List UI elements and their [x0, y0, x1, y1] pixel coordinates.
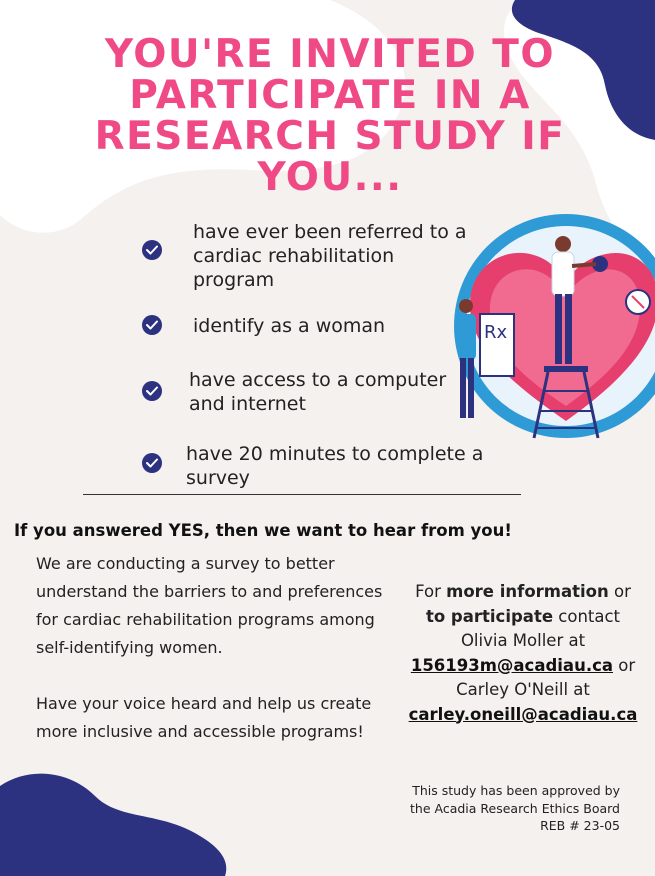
email-link-2[interactable]: carley.oneill@acadiau.ca [408, 704, 638, 724]
check-icon [142, 381, 162, 401]
list-item [0, 366, 470, 446]
contact-or: or [613, 655, 636, 675]
participate-text: to participate [425, 606, 554, 626]
criterion-text: have ever been referred to a cardiac rehabilitation program [193, 221, 467, 291]
svg-text:Rx: Rx [484, 322, 508, 343]
criterion-text: have 20 minutes to complete a survey [186, 443, 484, 489]
check-icon [142, 315, 162, 335]
background-blob-navy [0, 756, 230, 876]
check-icon [142, 240, 162, 260]
contact-person-2: Carley O'Neill at [456, 680, 590, 699]
more-information-text: more information [446, 582, 609, 601]
email-link-1[interactable]: 156193m@acadiau.ca [410, 655, 614, 675]
contact-word: contact [553, 606, 621, 626]
ethics-approval-text: This study has been approved by the Acadia Research Ethics Board REB # 23-05 [410, 783, 620, 833]
criterion-text: identify as a woman [193, 315, 386, 337]
call-to-action-text: Have your voice heard and help us create more inclusive and accessible programs! [36, 694, 372, 741]
contact-person-1: Olivia Moller at [460, 631, 586, 650]
list-item [0, 214, 470, 294]
heart-doctor-illustration [448, 206, 655, 446]
description-text: We are conducting a survey to better understand the barriers to and preferences for cardiac rehabilitation programs among self-identifying women. [36, 554, 383, 657]
list-item [0, 440, 484, 520]
contact-or: or [608, 582, 631, 601]
headline: If you answered YES, then we want to hear from you! [14, 521, 512, 540]
page-title: YOU'RE INVITED TO PARTICIPATE IN A RESEARCH STUDY IF YOU... [94, 32, 566, 200]
contact-info [398, 580, 648, 727]
divider [83, 494, 521, 495]
criterion-text: have access to a computer and internet [189, 369, 447, 415]
contact-prefix: For [415, 582, 447, 601]
check-icon [142, 453, 162, 473]
